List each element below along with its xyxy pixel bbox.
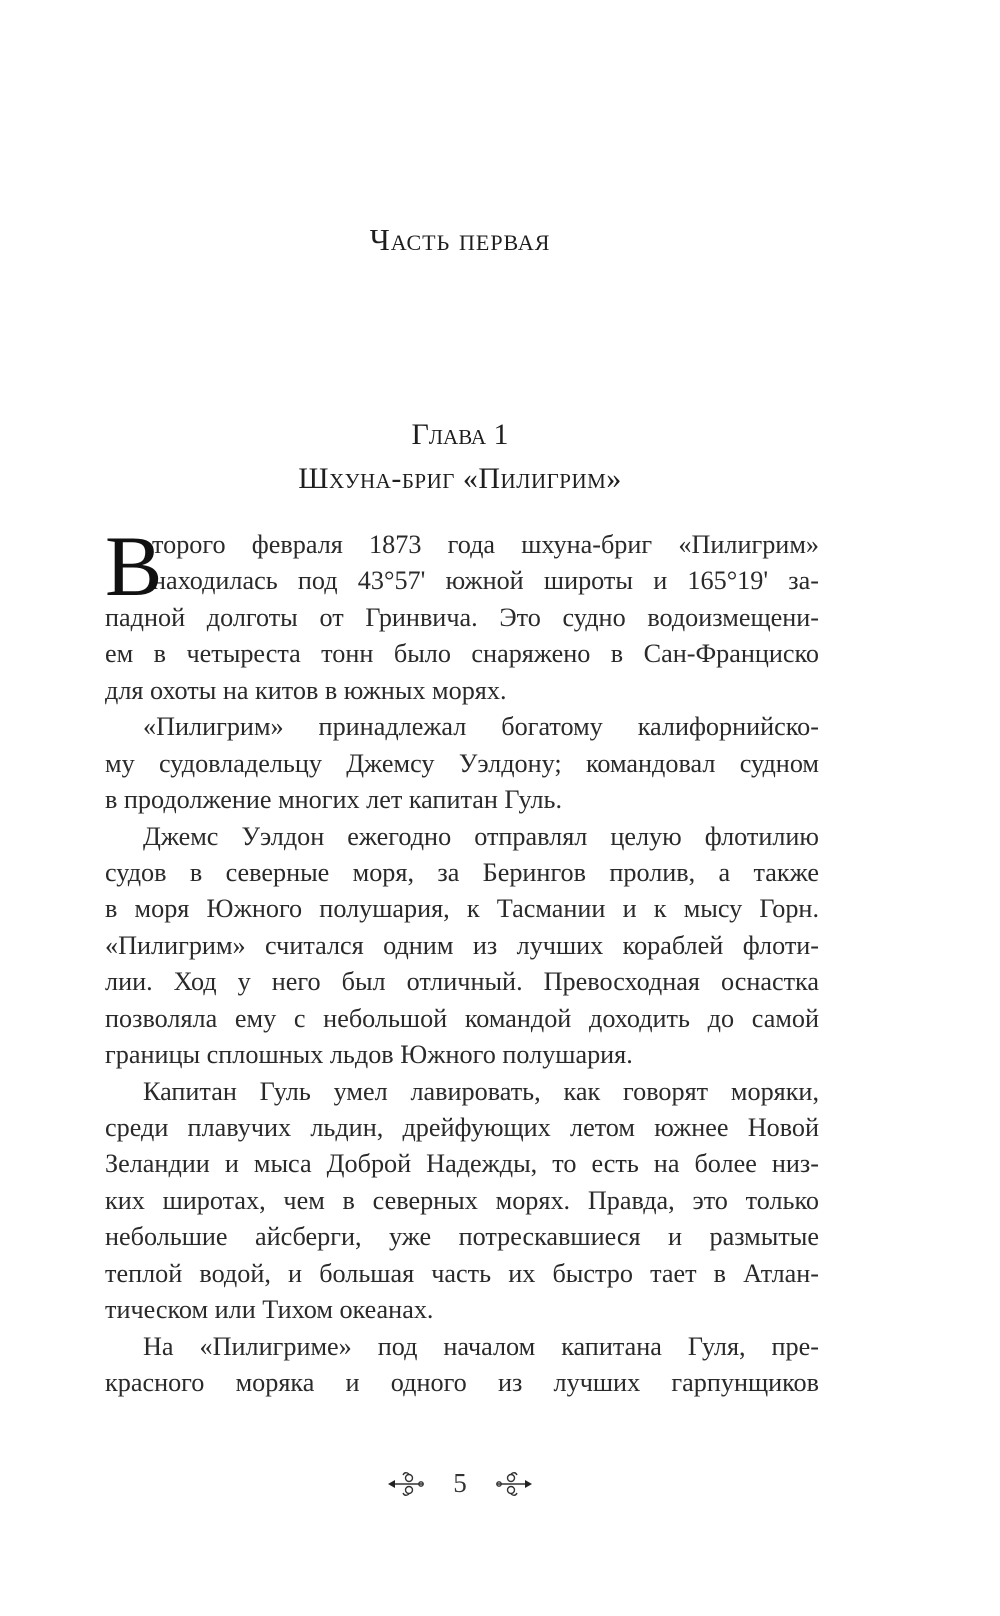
text-line: Джемс Уэлдон ежегодно отправлял целую флотилию [143,821,819,851]
paragraph-1 [105,518,819,709]
text-line: му судовладельцу Джемсу Уэлдону; командовал судном [105,748,819,778]
part-title: Часть первая [369,222,551,257]
drop-cap: В [105,518,163,614]
paragraph-3 [105,819,819,1074]
chapter-title: Шхуна-бриг «Пилигрим» [298,462,622,495]
fleuron-ornament-left-icon [387,1471,427,1497]
text-line: На «Пилигриме» под началом капитана Гуля, пре- [143,1331,819,1361]
text-line: «Пилигрим» принадлежал богатому калифорнийско- [143,712,819,742]
text-line: границы сплошных льдов Южного полушария. [105,1040,633,1070]
text-line: среди плавучих льдин, дрейфующих летом южнее Новой [105,1113,819,1142]
text-line: лии. Ход у него был отличный. Превосходная оснастка [105,967,819,997]
text-line: в продолжение многих лет капитан Гуль. [105,785,563,815]
text-line: теплой водой, и большая часть их быстро тает в Атлан- [105,1258,819,1288]
text-line: ем в четыреста тонн было снаряжено в Сан-Франциско [105,639,819,669]
paragraph-5 [105,1329,819,1402]
text-line: Зеландии и мыса Доброй Надежды, то есть на более низ- [105,1149,819,1179]
chapter-number: Глава 1 [411,418,509,451]
text-line: Капитан Гуль умел лавировать, как говорят моряки, [143,1076,819,1106]
text-line: красного моряка и одного из лучших гарпунщиков [105,1368,819,1398]
fleuron-ornament-right-icon [493,1471,533,1497]
text-line: торого февраля 1873 года шхуна-бриг «Пилигрим» [152,530,819,559]
chapter-body [105,518,819,1402]
text-line: в моря Южного полушария, к Тасмании и к мысу Горн. [105,894,819,924]
text-line: для охоты на китов в южных морях. [105,675,507,705]
text-line: позволяла ему с небольшой командой доходить до самой [105,1003,819,1033]
paragraph-4 [105,1074,819,1329]
page-footer [0,1468,920,1499]
text-line: ких широтах, чем в северных морях. Правда, это только [105,1185,819,1215]
page-number: 5 [453,1468,467,1498]
text-line: «Пилигрим» считался одним из лучших кораблей флоти- [105,930,819,960]
text-line: судов в северные моря, за Берингов пролив, а также [105,857,819,887]
text-line: находилась под 43°57' южной широты и 165°19' за- [152,566,819,596]
text-line: небольшие айсберги, уже потрескавшиеся и размытые [105,1222,819,1252]
text-line: падной долготы от Гринвича. Это судно водоизмещени- [105,602,819,632]
text-line: тическом или Тихом океанах. [105,1295,434,1325]
paragraph-2 [105,709,819,818]
